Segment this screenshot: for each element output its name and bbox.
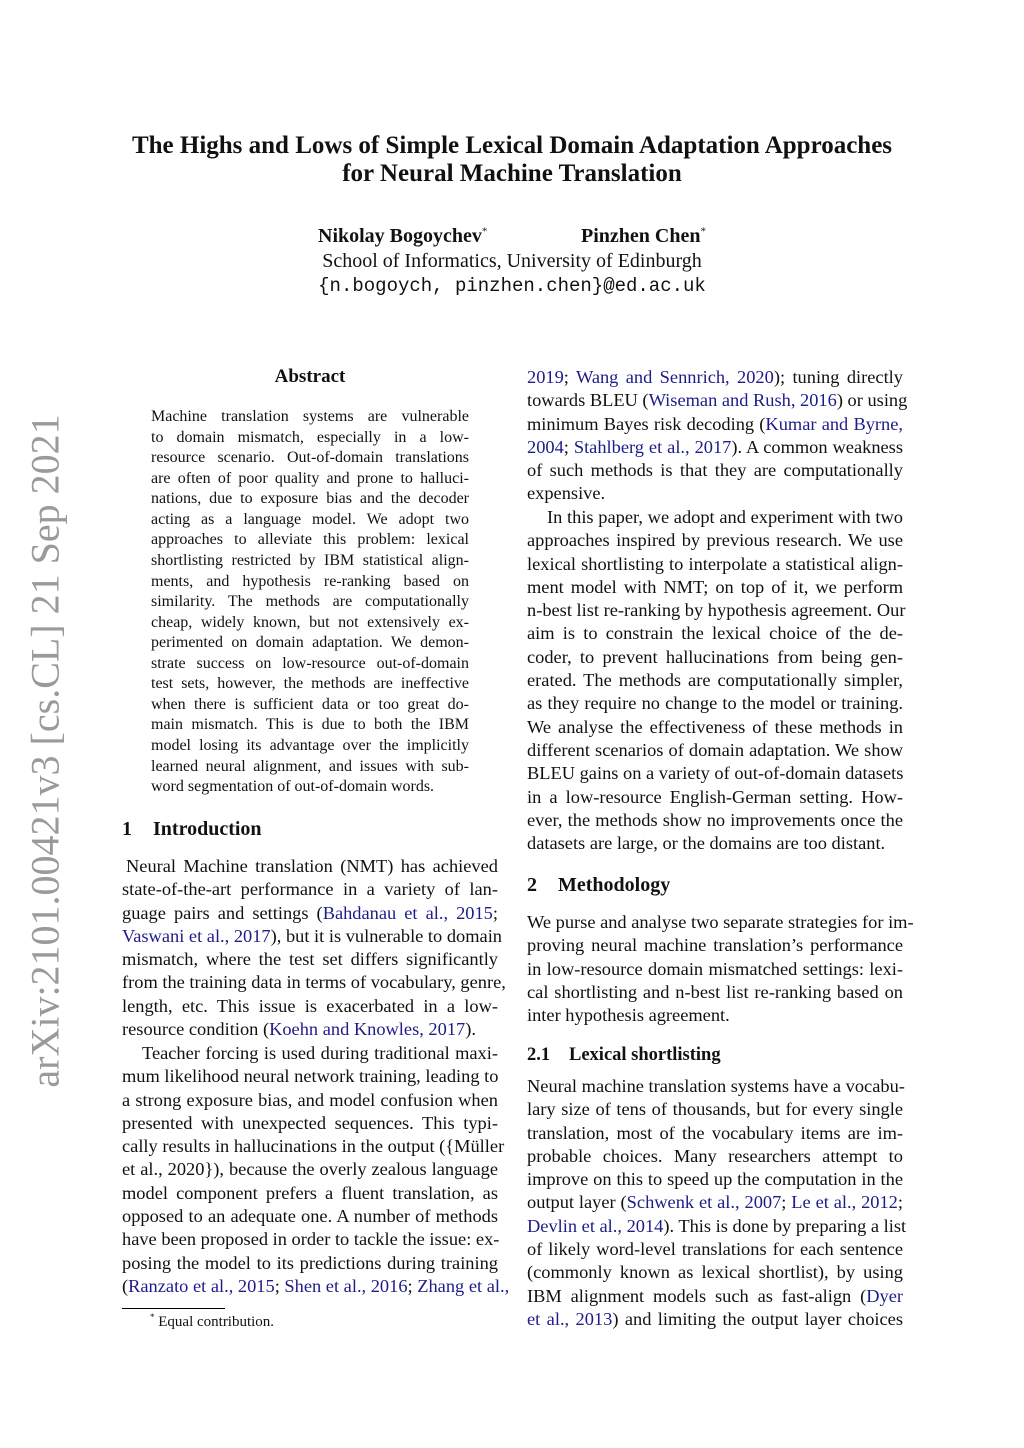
- text-line: [151, 715, 469, 736]
- author-mark: *: [700, 225, 706, 238]
- text-run: We analyse the effectiveness of these methods in: [527, 716, 903, 737]
- text-run: guage pairs and settings (: [122, 902, 323, 923]
- text-line: [527, 1261, 903, 1284]
- text-run: ments, and hypothesis re-ranking based on: [151, 572, 469, 590]
- text-run: approaches inspired by previous research. We use: [527, 530, 903, 551]
- title-line: The Highs and Lows of Simple Lexical Domain Adaptation Approaches: [131, 132, 893, 159]
- text-line: [527, 622, 903, 645]
- text-line: [122, 1089, 498, 1112]
- text-run: n-best list re-ranking by hypothesis agreement. Our: [527, 600, 906, 621]
- text-run: ); tuning directly: [773, 367, 903, 387]
- abstract-heading: Abstract: [274, 366, 346, 387]
- text-line: [122, 1112, 498, 1135]
- text-line: [527, 669, 903, 692]
- text-run: different scenarios of domain adaptation. We show: [527, 739, 903, 760]
- text-line: [151, 777, 469, 798]
- text-run: when there is sufficient data or too great do-: [151, 695, 469, 713]
- text-run: mismatch, where the test set differs significantly: [122, 949, 498, 970]
- text-run: similarity. The methods are computationally: [151, 593, 469, 611]
- text-run: acting as a language model. We adopt two: [151, 510, 469, 528]
- text-run: ), but it is vulnerable to domain: [270, 925, 502, 946]
- paragraph: [527, 1075, 907, 1331]
- text-run: lexical shortlisting to interpolate a statistical align-: [527, 553, 903, 574]
- text-line: [151, 407, 469, 428]
- text-line: [151, 654, 469, 675]
- footnote: [150, 1312, 274, 1331]
- text-run: towards BLEU (: [527, 390, 649, 411]
- text-run: test sets, however, the methods are ineffective: [151, 675, 469, 693]
- text-run: ;: [897, 1192, 903, 1213]
- text-run: opposed to an adequate one. A number of methods: [122, 1206, 498, 1227]
- text-run: We purse and analyse two separate strategies for im-: [527, 912, 914, 932]
- text-run: et al., 2020}), because the overly zealous language: [122, 1159, 498, 1180]
- text-run: Neural Machine translation (NMT) has achieved: [126, 856, 498, 876]
- text-line: [151, 428, 469, 449]
- text-run: (commonly known as lexical shortlist), by using: [527, 1262, 903, 1283]
- text-line: [122, 971, 506, 994]
- section-title: Lexical shortlisting: [569, 1045, 721, 1065]
- text-line: [151, 674, 469, 695]
- subsection-heading-lexical-shortlisting: [527, 1045, 721, 1066]
- text-line: [151, 757, 469, 778]
- text-line: [527, 1238, 903, 1261]
- text-line: [527, 576, 903, 599]
- text-run: proving neural machine translation’s performance: [527, 935, 903, 956]
- text-line: [527, 1075, 903, 1098]
- text-run: translation, most of the vocabulary items are im-: [527, 1122, 903, 1143]
- footnote-rule: [122, 1308, 225, 1309]
- section-heading-methodology: [527, 874, 670, 897]
- text-run: probable choices. Many researchers attempt to: [527, 1145, 903, 1166]
- text-line: [527, 506, 903, 529]
- text-line: [527, 413, 903, 436]
- text-run: model losing its advantage over the implicitly: [151, 737, 469, 754]
- text-line: [527, 389, 908, 412]
- text-line: [122, 1065, 498, 1088]
- text-line: [122, 1252, 498, 1275]
- paper-title: [0, 132, 1024, 188]
- text-line: [527, 809, 903, 832]
- text-run: ;: [781, 1192, 792, 1213]
- text-line: [122, 855, 498, 878]
- citation-link[interactable]: Wiseman and Rush, 2016: [648, 390, 837, 411]
- citation-link[interactable]: Vaswani et al., 2017: [122, 925, 271, 946]
- text-run: as they require no change to the model or training.: [527, 693, 903, 714]
- text-run: ). This is done by preparing a list: [663, 1215, 907, 1236]
- text-line: [527, 692, 903, 715]
- citation-link[interactable]: Schwenk et al., 2007: [626, 1192, 782, 1213]
- citation-link[interactable]: Bahdanau et al., 2015: [322, 902, 493, 923]
- text-line: [122, 948, 498, 971]
- text-line: [151, 489, 469, 510]
- text-run: in low-resource domain mismatched settings: lexi-: [527, 958, 903, 979]
- text-line: [151, 613, 469, 634]
- text-run: main mismatch. This is due to both the IBM: [151, 716, 469, 734]
- section-number: 1: [122, 818, 132, 840]
- text-line: [151, 572, 469, 593]
- text-run: minimum Bayes risk decoding (: [527, 413, 766, 434]
- text-line: [527, 1168, 903, 1191]
- text-run: cheap, widely known, but not extensively ex-: [151, 613, 469, 631]
- text-run: ) or using: [836, 390, 908, 411]
- text-run: strate success on low-resource out-of-domain: [151, 654, 469, 672]
- paragraph: [527, 911, 914, 1027]
- text-run: output layer (: [527, 1192, 627, 1213]
- text-line: [527, 646, 903, 669]
- text-run: ;: [274, 1275, 285, 1296]
- paragraph: [527, 506, 906, 855]
- text-line: [151, 695, 469, 716]
- text-line: [527, 482, 903, 505]
- citation-link[interactable]: Le et al., 2012: [791, 1192, 898, 1213]
- text-run: mum likelihood neural network training, leading to: [122, 1066, 499, 1087]
- text-run: Machine translation systems are vulnerable: [151, 408, 469, 425]
- text-run: of such methods is that they are computationally: [527, 460, 903, 481]
- text-line: [527, 981, 903, 1004]
- section-number: 2: [527, 874, 537, 896]
- text-line: [151, 736, 469, 757]
- text-run: ;: [563, 367, 576, 387]
- text-run: cal shortlisting and n-best list re-ranking based on: [527, 981, 903, 1002]
- text-line: [151, 510, 469, 531]
- text-line: [151, 592, 469, 613]
- text-run: improve on this to speed up the computation in the: [527, 1169, 903, 1190]
- text-run: perimented on domain adaptation. We demon-: [151, 634, 469, 652]
- text-run: ever, the methods show no improvements once the: [527, 809, 903, 830]
- citation-link[interactable]: Koehn and Knowles, 2017: [269, 1019, 466, 1040]
- text-run: model component prefers a fluent translation, as: [122, 1182, 498, 1203]
- text-line: [122, 925, 502, 948]
- text-run: Teacher forcing is used during traditional maxi-: [142, 1043, 498, 1063]
- arxiv-identifier: arXiv:2101.00421v3 [cs.CL] 21 Sep 2021: [22, 414, 68, 1088]
- text-run: lary size of tens of thousands, but for every single: [527, 1099, 903, 1120]
- text-line: [527, 553, 903, 576]
- text-run: ;: [407, 1275, 418, 1296]
- author-mark: *: [481, 225, 488, 238]
- text-line: [122, 1182, 498, 1205]
- citation-link[interactable]: Wang and Sennrich, 2020: [575, 367, 774, 387]
- text-line: [527, 762, 903, 785]
- section-title: Introduction: [153, 818, 262, 840]
- text-run: In this paper, we adopt and experiment with two: [547, 507, 903, 527]
- text-run: ). A common weakness: [731, 436, 903, 457]
- text-run: BLEU gains on a variety of out-of-domain datasets: [527, 763, 904, 784]
- citation-link[interactable]: Devlin et al., 2014: [527, 1215, 664, 1236]
- text-run: have been proposed in order to tackle the issue: ex-: [122, 1229, 500, 1250]
- text-line: [527, 739, 903, 762]
- citation-link[interactable]: 2019: [527, 367, 564, 387]
- text-run: ment model with NMT; on top of it, we perform: [527, 576, 903, 597]
- text-run: Neural machine translation systems have a vocabu-: [527, 1076, 905, 1096]
- text-line: [527, 716, 903, 739]
- text-line: [527, 1191, 903, 1214]
- text-run: ;: [492, 902, 498, 923]
- text-line: [527, 436, 903, 459]
- text-run: from the training data in terms of vocabulary, genre,: [122, 972, 506, 993]
- citation-link[interactable]: 2004: [527, 436, 564, 457]
- text-line: [527, 1308, 903, 1331]
- text-run: length, etc. This issue is exacerbated in a low-: [122, 995, 498, 1016]
- text-run: shortlisting restricted by IBM statistical align-: [151, 551, 469, 569]
- text-line: [122, 995, 498, 1018]
- text-run: resource condition (: [122, 1019, 270, 1040]
- text-line: [527, 958, 903, 981]
- paragraph: [122, 1042, 510, 1298]
- text-line: [527, 934, 903, 957]
- text-run: word segmentation of out-of-domain words.: [151, 778, 435, 796]
- abstract-body: [151, 407, 469, 798]
- text-line: [527, 1145, 903, 1168]
- text-run: a strong exposure bias, and model confusion when: [122, 1089, 498, 1110]
- text-line: [122, 878, 498, 901]
- text-run: are often of poor quality and prone to halluci-: [151, 469, 469, 487]
- text-run: state-of-the-art performance in a variety of lan-: [122, 879, 498, 900]
- affiliation: School of Informatics, University of Edinburgh: [322, 250, 702, 272]
- text-line: [122, 1158, 498, 1181]
- text-run: in a low-resource English-German setting. How-: [527, 786, 903, 807]
- citation-link[interactable]: et al., 2013: [527, 1308, 613, 1329]
- text-line: [151, 633, 469, 654]
- text-line: [527, 366, 903, 389]
- text-line: [151, 551, 469, 572]
- footnote-mark: *: [150, 1312, 155, 1322]
- text-run: aim is to constrain the lexical choice of the de-: [527, 623, 903, 644]
- text-line: [122, 1042, 498, 1065]
- text-run: IBM alignment models such as fast-align (: [527, 1285, 867, 1306]
- text-line: [151, 448, 469, 469]
- section-heading-introduction: [122, 818, 262, 841]
- text-run: erated. The methods are computationally simpler,: [527, 670, 903, 691]
- text-line: [151, 469, 469, 490]
- text-run: inter hypothesis agreement.: [527, 1005, 730, 1026]
- paragraph: [122, 855, 506, 1041]
- text-line: [527, 459, 903, 482]
- text-run: posing the model to its predictions during training: [122, 1252, 498, 1273]
- author-name: Nikolay Bogoychev: [318, 225, 482, 247]
- text-run: learned neural alignment, and issues with sub-: [151, 757, 469, 775]
- text-run: (: [122, 1275, 129, 1296]
- paragraph: [527, 366, 908, 506]
- citation-link[interactable]: Kumar and Byrne,: [765, 413, 903, 434]
- text-run: nations, due to exposure bias and the decoder: [151, 490, 469, 508]
- text-line: [122, 1228, 498, 1251]
- text-line: [122, 1275, 510, 1298]
- author: [581, 225, 706, 248]
- section-title: Methodology: [558, 874, 671, 896]
- footnote-text: Equal contribution.: [158, 1314, 275, 1330]
- text-line: [527, 1122, 903, 1145]
- text-line: [527, 1098, 903, 1121]
- text-run: presented with unexpected sequences. This typi-: [122, 1112, 498, 1133]
- author-name: Pinzhen Chen: [581, 225, 701, 247]
- email: {n.bogoych, pinzhen.chen}@ed.ac.uk: [318, 275, 706, 297]
- text-line: [527, 599, 906, 622]
- citation-link[interactable]: Zhang et al.,: [417, 1275, 510, 1296]
- text-line: [122, 1018, 498, 1041]
- text-run: ;: [563, 436, 574, 457]
- text-run: ) and limiting the output layer choices: [612, 1308, 904, 1329]
- text-line: [527, 1004, 903, 1027]
- title-line: for Neural Machine Translation: [342, 160, 682, 187]
- text-line: [527, 786, 903, 809]
- section-number: 2.1: [527, 1045, 551, 1065]
- text-line: [151, 530, 469, 551]
- text-line: [122, 1135, 505, 1158]
- text-run: to domain mismatch, especially in a low-: [151, 428, 469, 446]
- text-run: approaches to alleviate this problem: lexical: [151, 531, 469, 549]
- citation-link[interactable]: Dyer: [866, 1285, 903, 1306]
- text-run: resource scenario. Out-of-domain translations: [151, 449, 469, 467]
- text-line: [527, 529, 903, 552]
- text-run: datasets are large, or the domains are too distant.: [527, 833, 886, 854]
- citation-link[interactable]: Stahlberg et al., 2017: [573, 436, 732, 457]
- citation-link[interactable]: Shen et al., 2016: [284, 1275, 408, 1296]
- text-line: [122, 1205, 498, 1228]
- text-line: [527, 1285, 903, 1308]
- citation-link[interactable]: Ranzato et al., 2015: [128, 1275, 275, 1296]
- text-line: [527, 1215, 907, 1238]
- text-line: [527, 832, 903, 855]
- text-run: cally results in hallucinations in the output ({Müller: [122, 1136, 505, 1157]
- author: [318, 225, 487, 248]
- text-run: of likely word-level translations for each sentence: [527, 1239, 903, 1260]
- text-line: [527, 911, 914, 934]
- text-line: [122, 902, 498, 925]
- text-run: coder, to prevent hallucinations from being gen-: [527, 646, 903, 667]
- text-run: ).: [465, 1019, 476, 1040]
- text-run: expensive.: [527, 483, 606, 504]
